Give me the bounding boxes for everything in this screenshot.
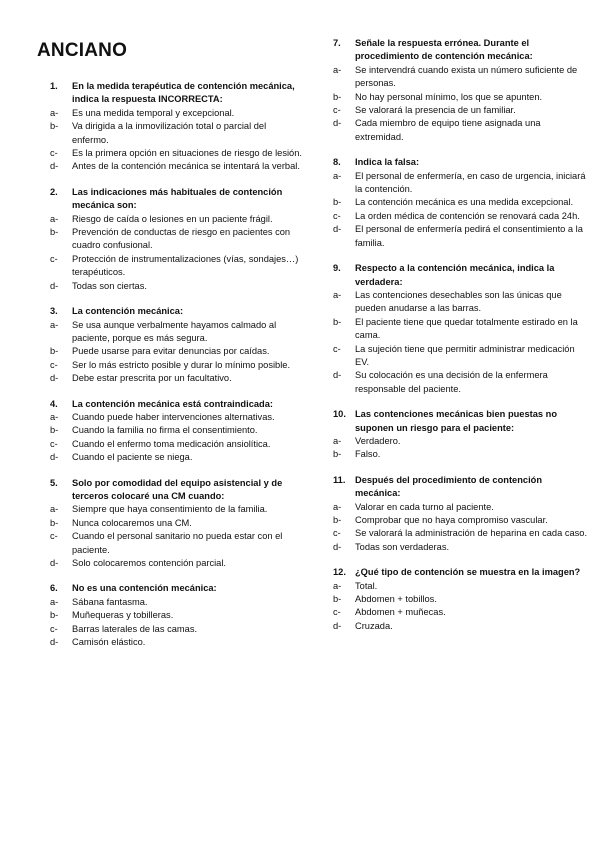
option-text: Antes de la contención mecánica se intentará la verbal. [72,161,300,172]
option-label: a- [333,170,342,181]
answer-option [333,64,588,91]
option-label: a- [50,319,59,330]
option-label: b- [333,316,342,327]
option-label: b- [333,594,342,605]
answer-option [50,424,305,437]
question-header [333,474,588,501]
answer-option [333,210,588,223]
answer-option [50,107,305,120]
option-label: c- [333,210,341,221]
question-text: Solo por comodidad del equipo asistencial y de terceros colocaré una CM cuando: [72,477,283,501]
option-text: La orden médica de contención se renovará cada 24h. [355,210,580,221]
answer-option [50,345,305,358]
option-text: Cuando el enfermo toma medicación ansiolítica. [72,438,271,449]
option-label: a- [333,501,342,512]
answer-option [333,620,588,633]
question-header [333,566,588,579]
option-label: a- [333,435,342,446]
answer-option [333,527,588,540]
question-text: Las contenciones mecánicas bien puestas no suponen un riesgo para el paciente: [355,409,558,433]
answer-option [50,503,305,516]
option-text: Se intervendrá cuando exista un número suficiente de personas. [355,64,578,89]
answer-option [333,316,588,343]
option-text: Cada miembro de equipo tiene asignada una extremidad. [355,118,541,142]
question-number: 12. [333,567,346,578]
option-text: Nunca colocaremos una CM. [72,517,192,528]
answer-option [333,104,588,117]
question-text: Después del procedimiento de contención mecánica: [355,474,543,499]
question-text: Respecto a la contención mecánica, indica la verdadera: [355,263,555,287]
question-11 [333,474,588,554]
answer-option [50,636,305,649]
option-label: d- [333,224,342,235]
option-text: Se valorará la presencia de un familiar. [355,105,516,116]
question-3 [50,305,305,385]
answer-option [50,359,305,372]
option-label: d- [50,373,59,384]
option-text: Todas son ciertas. [72,280,147,291]
answer-option [333,369,588,396]
option-label: d- [50,637,59,648]
option-text: Muñequeras y tobilleras. [72,610,174,621]
option-text: Cuando puede haber intervenciones alternativas. [72,411,275,422]
option-text: Barras laterales de las camas. [72,623,198,634]
left-column [50,80,305,661]
question-text: La contención mecánica está contraindicada: [72,398,273,409]
option-text: Valorar en cada turno al paciente. [355,501,494,512]
option-label: a- [333,580,342,591]
option-text: Se valorará la administración de heparina en cada caso. [355,528,588,539]
question-5 [50,477,305,571]
answer-option [50,319,305,346]
answer-option [333,580,588,593]
option-label: b- [50,227,59,238]
answer-option [50,596,305,609]
option-text: Solo colocaremos contención parcial. [72,558,226,568]
option-text: Abdomen + muñecas. [355,607,446,618]
option-label: a- [50,107,59,118]
answer-option [50,160,305,173]
answer-option [333,541,588,554]
question-text: La contención mecánica: [72,306,184,317]
option-text: Cuando el paciente se niega. [72,452,193,463]
option-label: a- [50,213,59,224]
answer-option [50,120,305,147]
right-column [333,37,588,645]
question-number: 9. [333,263,341,274]
answer-option [333,448,588,461]
question-text: Las indicaciones más habituales de contención mecánica son: [72,186,283,211]
answer-option [333,606,588,619]
question-number: 5. [50,477,58,488]
page-title: ANCIANO [37,40,128,61]
option-text: El paciente tiene que quedar totalmente estirado en la cama. [355,316,578,341]
option-label: b- [333,515,342,525]
option-label: b- [50,517,59,528]
option-label: d- [333,541,342,552]
option-label: d- [333,370,342,381]
option-text: No hay personal mínimo, los que se apunten. [355,91,543,102]
option-text: Cuando el personal sanitario no pueda estar con el paciente. [72,531,283,555]
option-label: d- [50,161,59,172]
answer-option [50,213,305,226]
answer-option [50,411,305,424]
question-number: 11. [333,474,346,485]
option-text: Protección de instrumentalizaciones (vías, sondajes…) terapéuticos. [72,253,299,278]
answer-option [50,372,305,385]
answer-option [50,280,305,293]
option-text: El personal de enfermería pedirá el consentimiento a la familia. [355,224,583,248]
answer-option [333,117,588,144]
question-header [50,186,305,213]
question-text: Señale la respuesta errónea. Durante el procedimiento de contención mecánica: [355,38,533,62]
question-1 [50,80,305,174]
option-label: c- [50,253,58,264]
option-text: Siempre que haya consentimiento de la familia. [72,504,268,515]
question-header [50,398,305,411]
question-header [50,477,305,504]
option-label: c- [50,359,58,370]
option-text: Camisón elástico. [72,637,146,648]
option-text: Ser lo más estricto posible y durar lo mínimo posible. [72,359,291,370]
answer-option [50,623,305,636]
option-label: a- [50,504,59,515]
question-header [333,262,588,289]
option-text: Es una medida temporal y excepcional. [72,107,235,118]
option-text: El personal de enfermería, en caso de urgencia, iniciará la contención. [355,170,586,195]
question-4 [50,398,305,465]
option-label: b- [333,449,342,460]
question-header [333,37,588,64]
question-number: 6. [50,583,58,594]
option-label: c- [50,438,58,449]
option-text: Riesgo de caída o lesiones en un paciente frágil. [72,213,273,224]
option-label: b- [333,197,342,208]
option-label: a- [333,289,342,300]
question-2 [50,186,305,293]
option-label: c- [50,623,58,634]
question-header [50,582,305,595]
option-label: b- [50,425,59,436]
option-label: d- [50,280,59,291]
answer-option [50,517,305,530]
question-10 [333,408,588,462]
option-text: Abdomen + tobillos. [355,594,437,605]
option-label: c- [333,528,341,539]
question-number: 1. [50,81,58,91]
answer-option [50,147,305,160]
option-text: Falso. [355,449,381,460]
option-label: d- [333,620,342,631]
question-header [333,156,588,169]
option-label: c- [50,148,58,159]
question-number: 4. [50,398,58,409]
answer-option [50,226,305,253]
option-label: d- [50,452,59,463]
question-6 [50,582,305,649]
answer-option [333,343,588,370]
answer-option [50,451,305,464]
option-text: Su colocación es una decisión de la enfermera responsable del paciente. [355,370,548,394]
answer-option [333,223,588,250]
question-9 [333,262,588,396]
option-text: Total. [355,580,378,591]
option-label: c- [50,531,58,542]
answer-option [333,289,588,316]
answer-option [333,170,588,197]
answer-option [333,196,588,209]
option-label: b- [333,91,342,102]
option-text: Puede usarse para evitar denuncias por caídas. [72,346,270,357]
option-text: Es la primera opción en situaciones de riesgo de lesión. [72,148,302,159]
answer-option [50,530,305,557]
answer-option [50,609,305,622]
option-label: b- [50,610,59,621]
option-label: a- [50,411,59,422]
answer-option [333,593,588,606]
question-text: ¿Qué tipo de contención se muestra en la imagen? [355,567,581,578]
option-label: b- [50,121,59,132]
option-text: La sujeción tiene que permitir administrar medicación EV. [355,343,575,367]
answer-option [50,438,305,451]
option-text: Sábana fantasma. [72,596,148,607]
option-label: c- [333,607,341,618]
question-number: 3. [50,306,58,317]
question-header [50,305,305,318]
option-text: Verdadero. [355,435,401,446]
option-text: Todas son verdaderas. [355,541,450,552]
option-text: Va dirigida a la inmovilización total o parcial del enfermo. [72,121,267,145]
question-8 [333,156,588,250]
option-text: Las contenciones desechables son las únicas que pueden anudarse a las barras. [355,289,562,314]
question-12 [333,566,588,633]
option-text: Comprobar que no haya compromiso vascular. [355,515,548,525]
question-number: 2. [50,186,58,197]
option-text: Cruzada. [355,620,393,631]
question-7 [333,37,588,144]
question-header [333,408,588,435]
option-label: b- [50,346,59,357]
question-text: No es una contención mecánica: [72,583,217,594]
option-label: d- [50,558,59,568]
answer-option [333,435,588,448]
option-text: Se usa aunque verbalmente hayamos calmado al paciente, porque es más segura. [72,319,277,343]
answer-option [50,253,305,280]
answer-option [333,514,588,527]
option-label: c- [333,105,341,116]
option-text: Prevención de conductas de riesgo en pacientes con cuadro confusional. [72,227,291,251]
option-text: La contención mecánica es una medida excepcional. [355,197,574,208]
option-label: d- [333,118,342,129]
option-label: c- [333,343,341,354]
question-text: En la medida terapéutica de contención mecánica, indica la respuesta INCORRECTA: [72,81,295,105]
option-text: Debe estar prescrita por un facultativo. [72,373,232,384]
option-label: a- [333,64,342,75]
answer-option [333,91,588,104]
answer-option [333,501,588,514]
question-number: 10. [333,409,346,420]
option-text: Cuando la familia no firma el consentimiento. [72,425,258,436]
question-text: Indica la falsa: [355,157,420,168]
question-header [50,80,305,107]
question-number: 8. [333,157,341,168]
question-number: 7. [333,38,341,48]
answer-option [50,557,305,570]
option-label: a- [50,596,59,607]
